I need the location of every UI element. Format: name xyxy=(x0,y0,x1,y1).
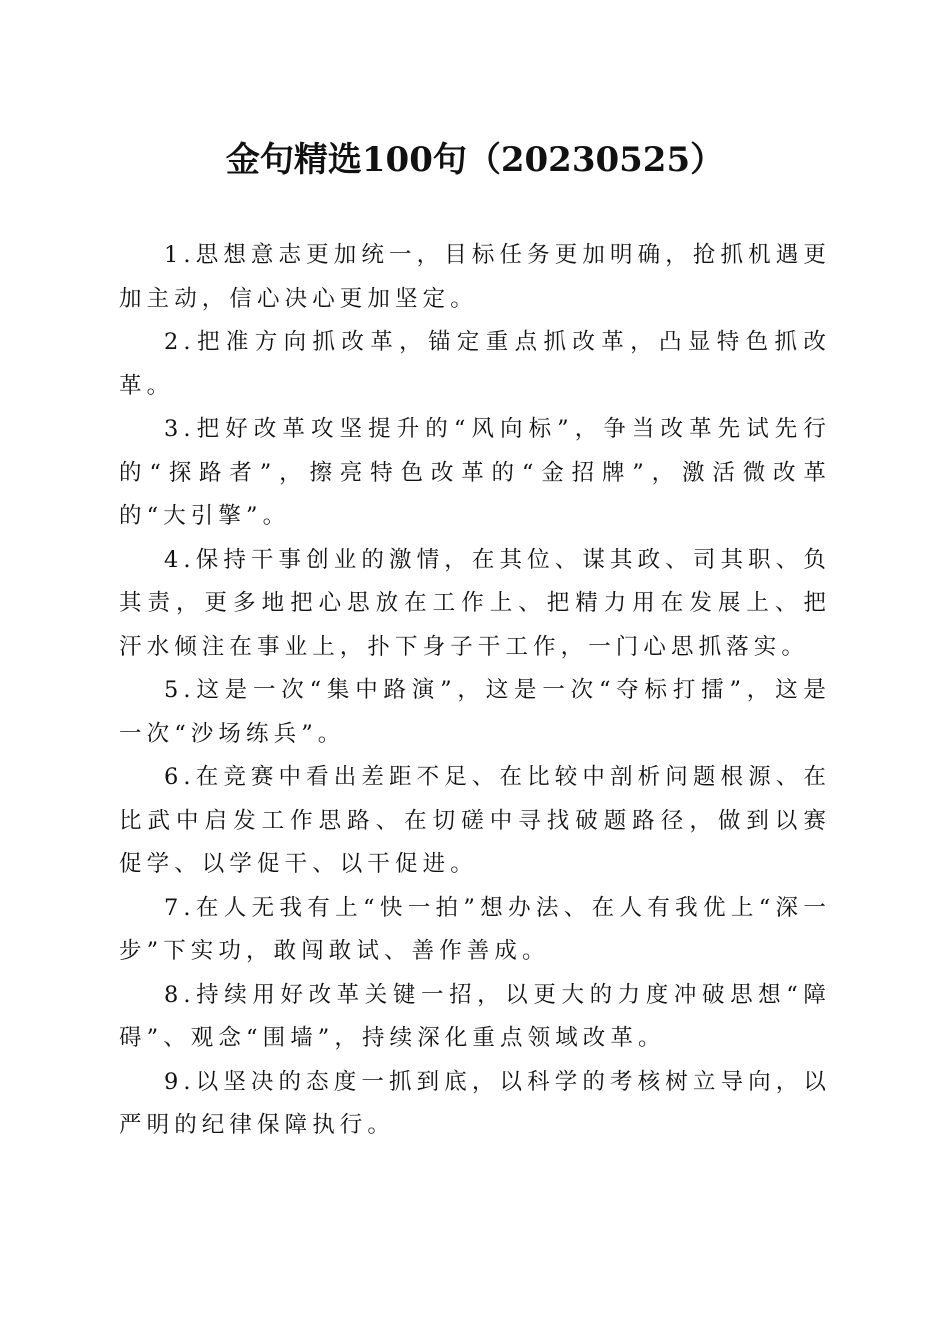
paragraph-9: 9.以坚决的态度一抓到底，以科学的考核树立导向，以严明的纪律保障执行。 xyxy=(119,1068,831,1138)
paragraph-8: 8.持续用好改革关键一招，以更大的力度冲破思想“障碍”、观念“围墙”，持续深化重点领域改革。 xyxy=(119,981,831,1051)
paragraph-5: 5.这是一次“集中路演”，这是一次“夺标打擂”，这是一次“沙场练兵”。 xyxy=(119,677,831,747)
document-title: 金句精选100句（20230525） xyxy=(225,140,725,180)
paragraph-6: 6.在竞赛中看出差距不足、在比较中剖析问题根源、在比武中启发工作思路、在切磋中寻找破题路径，做到以赛促学、以学促干、以干促进。 xyxy=(119,764,831,877)
paragraph-7: 7.在人无我有上“快一拍”想办法、在人有我优上“深一步”下实功，敢闯敢试、善作善成。 xyxy=(119,894,831,964)
paragraph-2: 2.把准方向抓改革，锚定重点抓改革，凸显特色抓改革。 xyxy=(119,329,831,399)
paragraph-4: 4.保持干事创业的激情，在其位、谋其政、司其职、负其责，更多地把心思放在工作上、把精力用在发展上、把汗水倾注在事业上，扑下身子干工作，一门心思抓落实。 xyxy=(119,546,831,660)
paragraph-1: 1.思想意志更加统一，目标任务更加明确，抢抓机遇更加主动，信心决心更加坚定。 xyxy=(119,242,831,312)
document-body xyxy=(119,234,831,1148)
paragraph-3: 3.把好改革攻坚提升的“风向标”，争当改革先试先行的“探路者”，擦亮特色改革的“金招牌”，激活微改革的“大引擎”。 xyxy=(119,416,831,529)
